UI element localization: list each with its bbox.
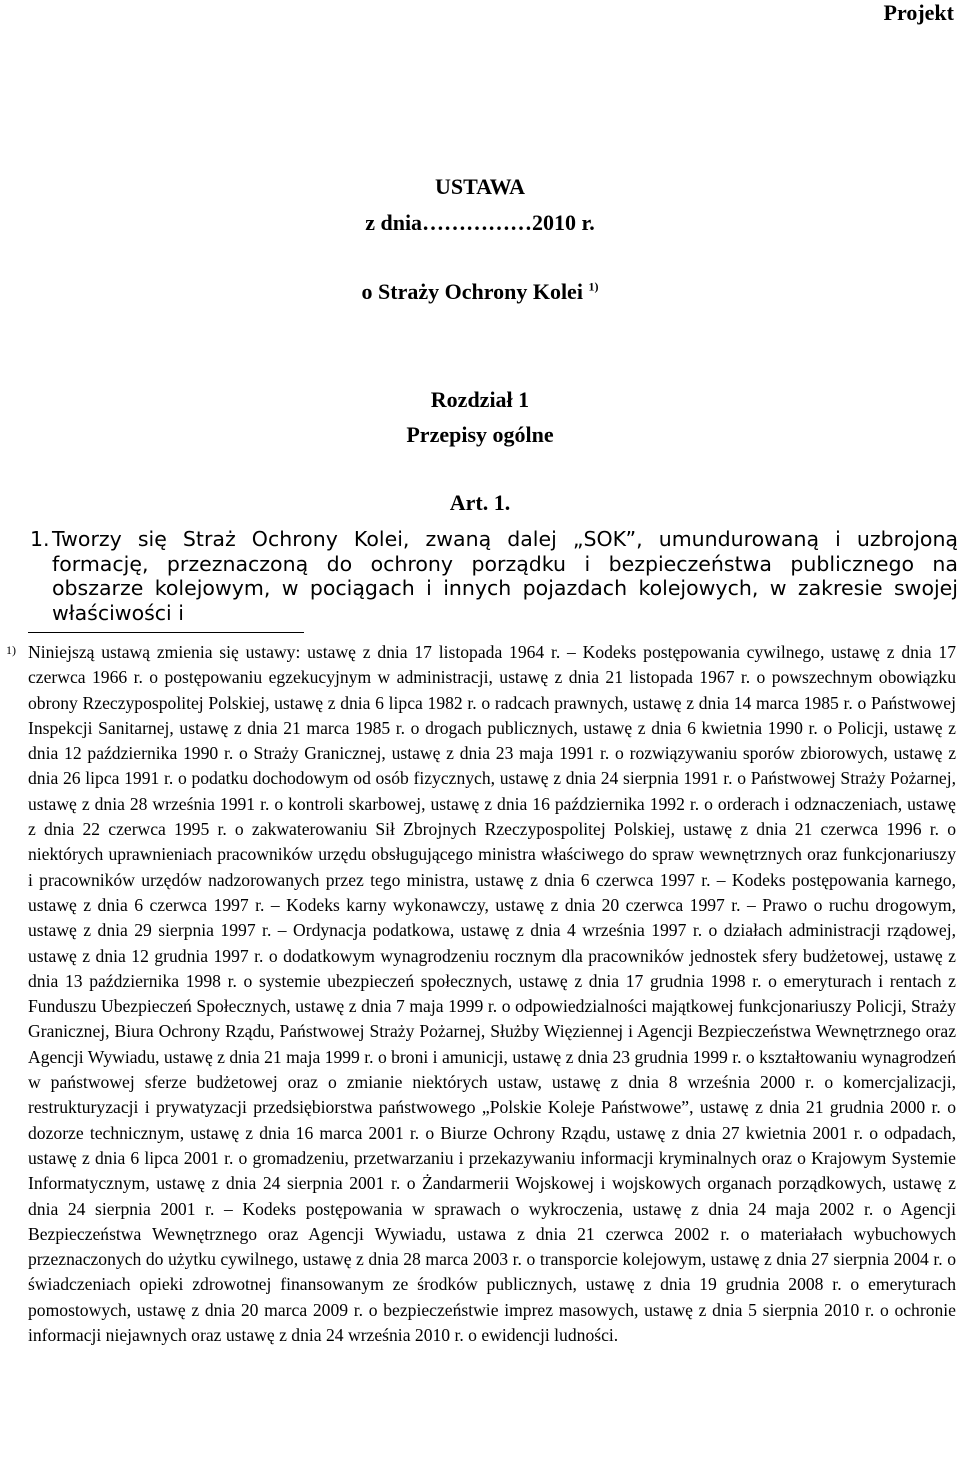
projekt-stamp: Projekt — [883, 0, 954, 25]
footnote-reference: 1) — [588, 279, 599, 294]
chapter-number: Rozdział 1 — [430, 387, 530, 412]
paragraph-text: Tworzy się Straż Ochrony Kolei, zwaną dalej „SOK”, umundurowaną i uzbrojoną formację, przeznaczoną do ochrony porządku i bezpieczeństwa publicznego na obszarze kolejowym, w pociągach i innych pojazdach kolejowych, w zakresie swojej właściwości i — [52, 527, 958, 625]
footnote — [6, 640, 956, 1348]
act-subject — [0, 279, 960, 305]
act-subject-text: o Straży Ochrony Kolei — [361, 279, 583, 304]
footnote-text: Niniejszą ustawą zmienia się ustawy: ustawę z dnia 17 listopada 1964 r. – Kodeks postępowania cywilnego, ustawę z dnia 17 czerwca 1966 r. o postępowaniu egzekucyjnym w administracji, ustawę z dnia 21 listopada 1967 r. o powszechnym obowiązku obrony Rzeczypospolitej Polskiej, ustawę z dnia 6 lipca 1982 r. o radcach prawnych, ustawę z dnia 14 marca 1985 r. o Państwowej Inspekcji Sanitarnej, ustawę z dnia 21 marca 1985 r. o drogach publicznych, ustawę z dnia 6 kwietnia 1990 r. o Policji, ustawę z dnia 12 października 1990 r. o Straży Granicznej, ustawę z dnia 23 maja 1991 r. o rozwiązywaniu sporów zbiorowych, ustawę z dnia 26 lipca 1991 r. o podatku dochodowym od osób fizycznych, ustawę z dnia 24 sierpnia 1991 r. o Państwowej Straży Pożarnej, ustawę z dnia 28 września 1991 r. o kontroli skarbowej, ustawę z dnia 16 października 1992 r. o orderach i odznaczeniach, ustawę z dnia 22 czerwca 1995 r. o zakwaterowaniu Sił Zbrojnych Rzeczypospolitej Polskiej, ustawę z dnia 21 czerwca 1996 r. o niektórych uprawnieniach pracowników urzędu obsługującego ministra właściwego do spraw wewnętrznych oraz funkcjonariuszy i pracowników urzędów nadzorowanych przez tego ministra, ustawę z dnia 6 czerwca 1997 r. – Kodeks postępowania karnego, ustawę z dnia 6 czerwca 1997 r. – Kodeks karny wykonawczy, ustawę z dnia 20 czerwca 1997 r. – Prawo o ruchu drogowym, ustawę z dnia 29 sierpnia 1997 r. – Ordynacja podatkowa, ustawę z dnia 4 września 1997 r. o działach administracji rządowej, ustawę z dnia 12 grudnia 1997 r. o dodatkowym wynagrodzeniu rocznym dla pracowników jednostek sfery budżetowej, ustawę z dnia 13 października 1998 r. o systemie ubezpieczeń społecznych, ustawę z dnia 17 grudnia 1998 r. o emeryturach i rentach z Funduszu Ubezpieczeń Społecznych, ustawę z dnia 7 maja 1999 r. o odpowiedzialności majątkowej funkcjonariuszy Policji, Straży Granicznej, Biura Ochrony Rządu, Państwowej Straży Pożarnej, Służby Więziennej i Agencji Bezpieczeństwa Wewnętrznego oraz Agencji Wywiadu, ustawę z dnia 21 maja 1999 r. o broni i amunicji, ustawę z dnia 23 grudnia 1999 r. o kształtowaniu wynagrodzeń w państwowej sferze budżetowej oraz o zmianie niektórych ustaw, ustawę z dnia 8 września 2000 r. o komercjalizacji, restrukturyzacji i prywatyzacji przedsiębiorstwa państwowego „Polskie Koleje Państwowe”, ustawę z dnia 21 grudnia 2000 r. o dozorze technicznym, ustawę z dnia 16 marca 2001 r. o Biurze Ochrony Rządu, ustawę z dnia 27 kwietnia 2001 r. o odpadach, ustawę z dnia 6 lipca 2001 r. o gromadzeniu, przetwarzaniu i przekazywaniu informacji kryminalnych oraz o Krajowym Systemie Informatycznym, ustawę z dnia 24 sierpnia 2001 r. o Żandarmerii Wojskowej i wojskowych organach porządkowych, ustawę z dnia 24 sierpnia 2001 r. – Kodeks postępowania w sprawach o wykroczenia, ustawę z dnia 24 maja 2002 r. o Agencji Bezpieczeństwa Wewnętrznego oraz Agencji Wywiadu, ustawa z dnia 21 czerwca 2002 r. o materiałach wybuchowych przeznaczonych do użytku cywilnego, ustawę z dnia 28 marca 2003 r. o transporcie kolejowym, ustawę z dnia 27 sierpnia 2004 r. o świadczeniach opieki zdrowotnej finansowanym ze środków publicznych, ustawę z dnia 19 grudnia 2008 r. o emeryturach pomostowych, ustawę z dnia 20 marca 2009 r. o bezpieczeństwie imprez masowych, ustawę z dnia 5 sierpnia 2010 r. o ochronie informacji niejawnych oraz ustawę z dnia 24 września 2010 r. o ewidencji ludności. — [28, 642, 956, 1346]
paragraph-number: 1. — [30, 527, 50, 551]
act-date: z dnia……………2010 r. — [365, 210, 595, 235]
footnote-mark: 1) — [6, 643, 16, 657]
article-label: Art. 1. — [449, 490, 511, 515]
article-paragraph — [30, 527, 958, 625]
act-kind: USTAWA — [434, 174, 526, 199]
footnote-separator — [28, 632, 304, 633]
chapter-name: Przepisy ogólne — [406, 422, 554, 447]
